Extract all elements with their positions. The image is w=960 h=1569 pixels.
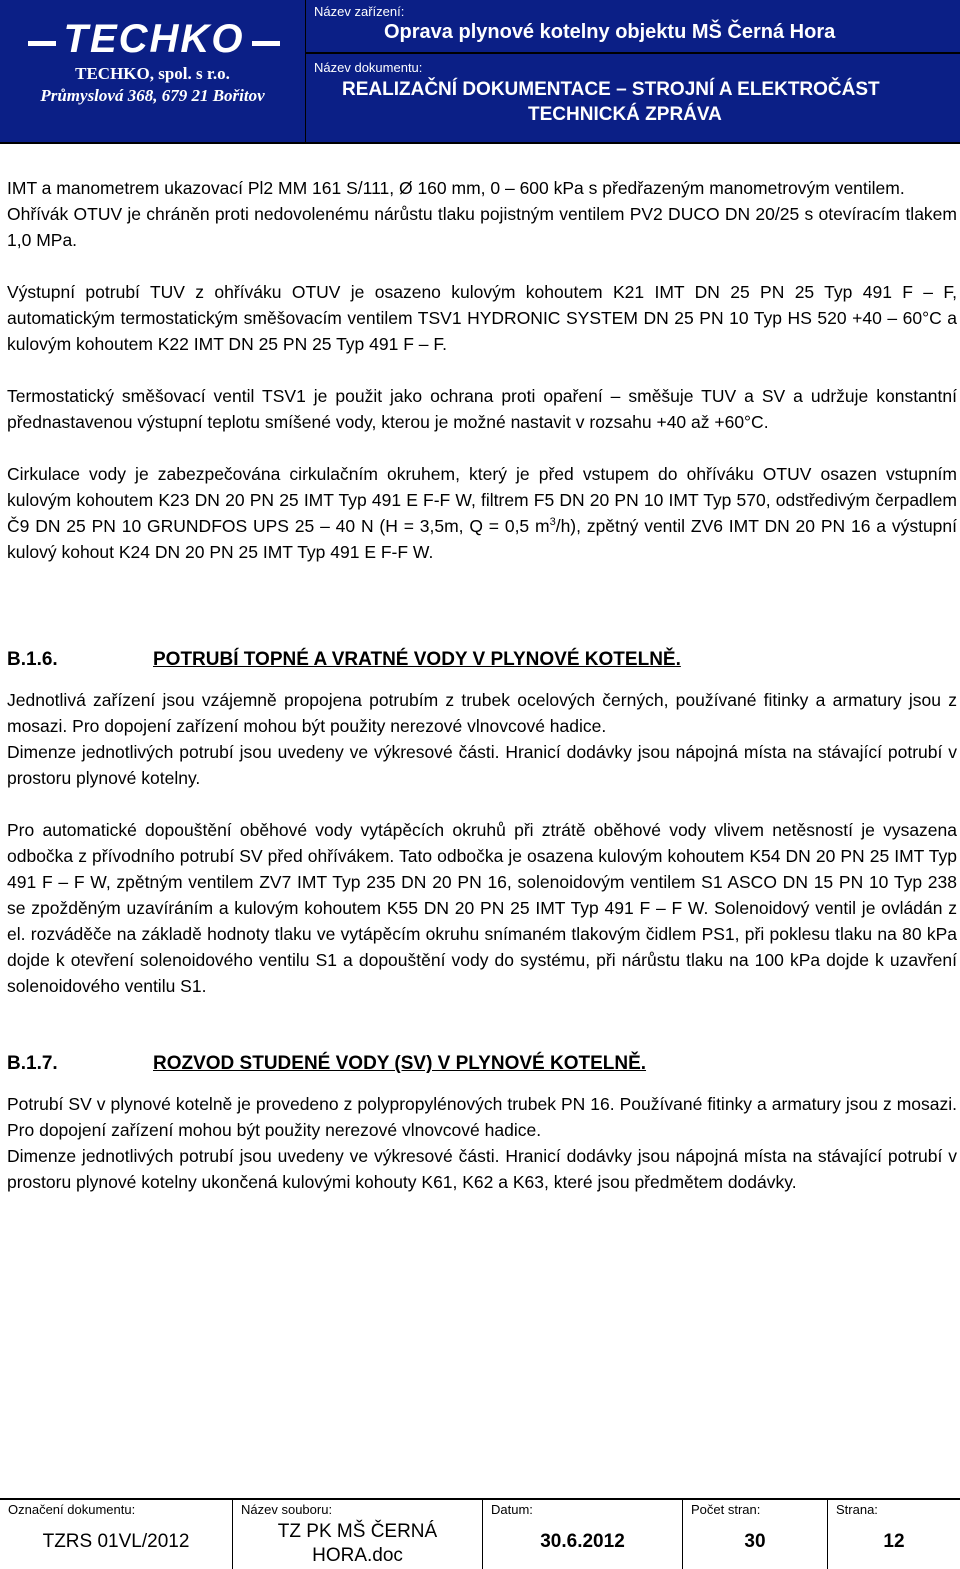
logo-text: TECHKO [63, 17, 245, 58]
footer-value: 30.6.2012 [540, 1531, 625, 1552]
footer-value: HORA.doc [312, 1545, 403, 1566]
document-footer [0, 1498, 960, 1569]
section-title: POTRUBÍ TOPNÉ A VRATNÉ VODY V PLYNOVÉ KOTELNĚ. [153, 649, 681, 670]
footer-file-name [233, 1500, 483, 1569]
company-logo-box [0, 0, 307, 142]
paragraph: Dimenze jednotlivých potrubí jsou uvedeny ve výkresové části. Hranicí dodávky jsou nápojná místa na stávající potrubí v prostoru plynové kotelny. [7, 742, 957, 788]
footer-value: 12 [883, 1531, 905, 1552]
paragraph-text: /h), zpětný ventil ZV6 IMT DN 20 PN 16 a výstupní kulový kohout K24 DN 20 PN 25 IMT Typ 491 E F-F W. [7, 516, 958, 562]
document-value-line1: REALIZAČNÍ DOKUMENTACE – STROJNÍ A ELEKTROČÁST [342, 79, 880, 100]
document-value-line2: TECHNICKÁ ZPRÁVA [528, 104, 722, 125]
footer-value: TZ PK MŠ ČERNÁ [277, 1521, 438, 1542]
paragraph [7, 461, 957, 565]
footer-label: Počet stran: [691, 1502, 761, 1517]
footer-page-count [683, 1500, 828, 1569]
footer-doc-code [0, 1500, 233, 1569]
paragraph: Jednotlivá zařízení jsou vzájemně propojena potrubím z trubek ocelových černých, používané fitinky a armatury jsou z mosazi. Pro dopojení zařízení mohou být použity nerezové vlnovcové hadice. [7, 690, 957, 736]
document-header [0, 0, 960, 144]
footer-label: Strana: [836, 1502, 878, 1517]
paragraph: Pro automatické dopouštění oběhové vody vytápěcích okruhů při ztrátě oběhové vody vlivem netěsností je vysazena odbočka z přívodního potrubí SV před ohřívákem. Tato odbočka je osazena kulovým kohoutem K54 DN 20 PN 25 IMT Typ 491 F – F W, zpětným ventilem ZV7 IMT Typ 235 DN 20 PN 16, solenoidovým ventilem S1 ASCO DN 15 PN 10 Typ 238 se zpožděným uzavíráním a kulovým kohoutem K55 DN 20 PN 25 IMT Typ 491 F – F W. Solenoidový ventil je ovládán z el. rozváděče na základě hodnoty tlaku ve vytápěcím okruhu snímaném tlakovým čidlem PS1, při poklesu tlaku na 80 kPa dojde k otevření solenoidového ventilu S1 a dopouštění vody do systému, při nárůstu tlaku na 100 kPa dojde k uzavření solenoidového ventilu S1. [7, 820, 957, 996]
section-heading [7, 1051, 957, 1077]
footer-label: Datum: [491, 1502, 533, 1517]
paragraph: Ohřívák OTUV je chráněn proti nedovolenému nárůstu tlaku pojistným ventilem PV2 DUCO DN 20/25 s otevíracím tlakem 1,0 MPa. [7, 204, 957, 250]
footer-page-number [828, 1500, 960, 1569]
facility-value: Oprava plynové kotelny objektu MŠ Černá Hora [384, 21, 836, 43]
facility-row [306, 0, 960, 54]
section-number: B.1.6. [7, 649, 58, 670]
paragraph: Výstupní potrubí TUV z ohříváku OTUV je osazeno kulovým kohoutem K21 IMT DN 25 PN 25 Typ 491 F – F, automatickým termostatickým směšovacím ventilem TSV1 HYDRONIC SYSTEM DN 25 PN 10 Typ HS 520 +40 – 60°C a kulovým kohoutem K22 IMT DN 25 PN 25 Typ 491 F – F. [7, 282, 957, 354]
company-name: TECHKO, spol. s r.o. [75, 64, 230, 83]
footer-date [483, 1500, 683, 1569]
superscript: 3 [549, 516, 556, 529]
footer-value: 30 [744, 1531, 766, 1552]
paragraph: Termostatický směšovací ventil TSV1 je použit jako ochrana proti opaření – směšuje TUV a SV a udržuje konstantní přednastavenou výstupní teplotu smíšené vody, kterou je možné nastavit v rozsahu +40 až +60°C. [7, 386, 957, 432]
company-address: Průmyslová 368, 679 21 Bořitov [40, 86, 265, 105]
section-title: ROZVOD STUDENÉ VODY (SV) V PLYNOVÉ KOTELNĚ. [153, 1053, 647, 1074]
paragraph: Dimenze jednotlivých potrubí jsou uvedeny ve výkresové části. Hranicí dodávky jsou nápojná místa na stávající potrubí v prostoru plynové kotelny ukončená kulovými kohouty K61, K62 a K63, které jsou předmětem dodávky. [7, 1146, 957, 1192]
document-body [7, 175, 957, 1195]
footer-label: Označení dokumentu: [8, 1502, 136, 1517]
document-label: Název dokumentu: [314, 60, 423, 75]
footer-label: Název souboru: [241, 1502, 333, 1517]
paragraph: Potrubí SV v plynové kotelně je provedeno z polypropylénových trubek PN 16. Používané fitinky a armatury jsou z mosazi. Pro dopojení zařízení mohou být použity nerezové vlnovcové hadice. [7, 1094, 957, 1140]
document-row [306, 54, 960, 142]
section-number: B.1.7. [7, 1053, 58, 1074]
header-info [306, 0, 960, 142]
footer-value: TZRS 01VL/2012 [42, 1531, 190, 1552]
paragraph-text: Cirkulace vody je zabezpečována cirkulačním okruhem, který je před vstupem do ohříváku OTUV osazen vstupním kulovým kohoutem K23 DN 20 PN 25 IMT Typ 491 E F-F W, filtrem F5 DN 20 PN 10 IMT Typ 570, odstředivým čerpadlem Č9 DN 25 PN 10 GRUNDFOS UPS 25 – 40 N (H = 3,5m, Q = 0,5 m [7, 464, 957, 536]
section-heading [7, 647, 957, 673]
paragraph: IMT a manometrem ukazovací Pl2 MM 161 S/111, Ø 160 mm, 0 – 600 kPa s předřazeným manometrovým ventilem. [7, 178, 905, 198]
techko-logo [28, 14, 280, 58]
facility-label: Název zařízení: [314, 4, 405, 19]
